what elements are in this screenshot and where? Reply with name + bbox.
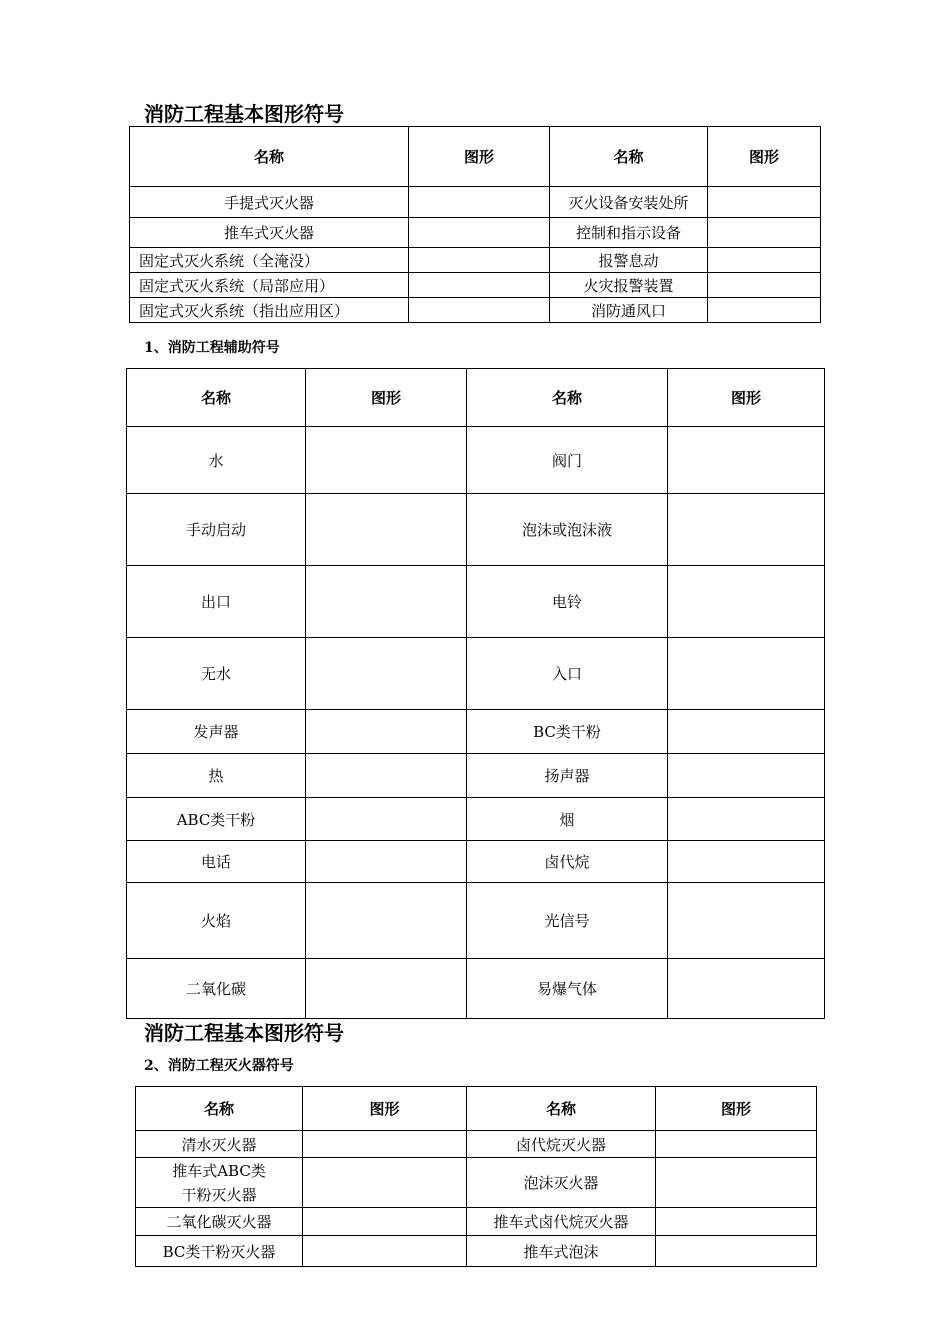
table-row	[127, 638, 825, 710]
cell-figure	[306, 841, 467, 883]
cell-name: 推车式灭火器	[130, 218, 409, 248]
table-row	[130, 187, 821, 218]
cell-name: 电铃	[467, 566, 668, 638]
cell-name: 报警息动	[550, 248, 708, 273]
table-row	[136, 1158, 817, 1208]
cell-figure	[656, 1208, 817, 1236]
cell-name: 阀门	[467, 427, 668, 494]
table-row	[136, 1236, 817, 1267]
cell-figure	[409, 298, 550, 323]
header-figure: 图形	[668, 369, 825, 427]
section3-subtitle: 2、消防工程灭火器符号	[144, 1058, 294, 1074]
cell-name: 卤代烷	[467, 841, 668, 883]
cell-name: 扬声器	[467, 754, 668, 798]
cell-figure	[306, 754, 467, 798]
header-name: 名称	[467, 1087, 656, 1131]
basic-symbols-table	[129, 126, 821, 323]
table-row	[127, 710, 825, 754]
cell-figure	[303, 1158, 467, 1208]
table-row	[130, 248, 821, 273]
cell-figure	[306, 427, 467, 494]
header-figure: 图形	[303, 1087, 467, 1131]
cell-figure	[409, 248, 550, 273]
header-figure: 图形	[409, 127, 550, 187]
cell-figure	[306, 494, 467, 566]
header-name: 名称	[130, 127, 409, 187]
header-name: 名称	[550, 127, 708, 187]
table-row	[136, 1131, 817, 1158]
cell-figure	[668, 959, 825, 1019]
header-figure: 图形	[708, 127, 821, 187]
cell-figure	[656, 1158, 817, 1208]
header-name: 名称	[467, 369, 668, 427]
cell-name: 卤代烷灭火器	[467, 1131, 656, 1158]
cell-figure	[668, 754, 825, 798]
cell-figure	[668, 427, 825, 494]
cell-name: 入口	[467, 638, 668, 710]
cell-figure	[409, 218, 550, 248]
table-row	[127, 427, 825, 494]
table-row	[130, 218, 821, 248]
cell-figure	[668, 841, 825, 883]
cell-figure	[409, 187, 550, 218]
cell-name: 水	[127, 427, 306, 494]
cell-figure	[668, 638, 825, 710]
cell-name: 清水灭火器	[136, 1131, 303, 1158]
cell-name: 固定式灭火系统（局部应用）	[130, 273, 409, 298]
header-name: 名称	[127, 369, 306, 427]
extinguisher-symbols-table	[135, 1086, 817, 1267]
cell-name: 发声器	[127, 710, 306, 754]
cell-figure	[668, 798, 825, 841]
table-row	[127, 883, 825, 959]
cell-name: BC类干粉	[467, 710, 668, 754]
cell-figure	[708, 248, 821, 273]
cell-figure	[668, 494, 825, 566]
header-figure: 图形	[306, 369, 467, 427]
cell-name: 推车式泡沫	[467, 1236, 656, 1267]
cell-figure	[306, 959, 467, 1019]
cell-name: 二氧化碳灭火器	[136, 1208, 303, 1236]
table-row	[127, 754, 825, 798]
cell-name: 手动启动	[127, 494, 306, 566]
cell-figure	[306, 798, 467, 841]
cell-name: 火焰	[127, 883, 306, 959]
header-figure: 图形	[656, 1087, 817, 1131]
cell-name: 出口	[127, 566, 306, 638]
cell-name: 控制和指示设备	[550, 218, 708, 248]
cell-name: 灭火设备安装处所	[550, 187, 708, 218]
table-row	[127, 494, 825, 566]
table-row	[136, 1208, 817, 1236]
cell-figure	[306, 710, 467, 754]
header-name: 名称	[136, 1087, 303, 1131]
cell-figure	[708, 187, 821, 218]
table-row	[127, 841, 825, 883]
cell-name: 无水	[127, 638, 306, 710]
table-header-row	[136, 1087, 817, 1131]
cell-figure	[668, 710, 825, 754]
table-row	[130, 298, 821, 323]
cell-name: 二氧化碳	[127, 959, 306, 1019]
table-row	[127, 566, 825, 638]
cell-figure	[668, 566, 825, 638]
section1-title: 消防工程基本图形符号	[144, 102, 344, 126]
table-row	[130, 273, 821, 298]
section2-subtitle: 1、消防工程辅助符号	[144, 340, 280, 356]
cell-name: 固定式灭火系统（全淹没）	[130, 248, 409, 273]
cell-figure	[303, 1131, 467, 1158]
cell-name: BC类干粉灭火器	[136, 1236, 303, 1267]
cell-figure	[708, 218, 821, 248]
table-header-row	[130, 127, 821, 187]
cell-name: 泡沫或泡沫液	[467, 494, 668, 566]
cell-figure	[409, 273, 550, 298]
cell-name: 热	[127, 754, 306, 798]
cell-name: ABC类干粉	[127, 798, 306, 841]
cell-name: 火灾报警装置	[550, 273, 708, 298]
cell-figure	[306, 638, 467, 710]
cell-figure	[306, 566, 467, 638]
table-row	[127, 959, 825, 1019]
cell-figure	[708, 298, 821, 323]
cell-figure	[303, 1236, 467, 1267]
section3-title: 消防工程基本图形符号	[144, 1021, 344, 1045]
cell-name: 光信号	[467, 883, 668, 959]
cell-name: 手提式灭火器	[130, 187, 409, 218]
cell-figure	[306, 883, 467, 959]
cell-name: 推车式ABC类 干粉灭火器	[136, 1158, 303, 1208]
cell-figure	[656, 1131, 817, 1158]
cell-name: 烟	[467, 798, 668, 841]
table-row	[127, 798, 825, 841]
cell-name: 易爆气体	[467, 959, 668, 1019]
cell-figure	[708, 273, 821, 298]
cell-figure	[656, 1236, 817, 1267]
table-header-row	[127, 369, 825, 427]
auxiliary-symbols-table	[126, 368, 825, 1019]
cell-figure	[303, 1208, 467, 1236]
cell-name: 固定式灭火系统（指出应用区）	[130, 298, 409, 323]
cell-name: 电话	[127, 841, 306, 883]
cell-name: 消防通风口	[550, 298, 708, 323]
cell-figure	[668, 883, 825, 959]
cell-name: 泡沫灭火器	[467, 1158, 656, 1208]
cell-name: 推车式卤代烷灭火器	[467, 1208, 656, 1236]
